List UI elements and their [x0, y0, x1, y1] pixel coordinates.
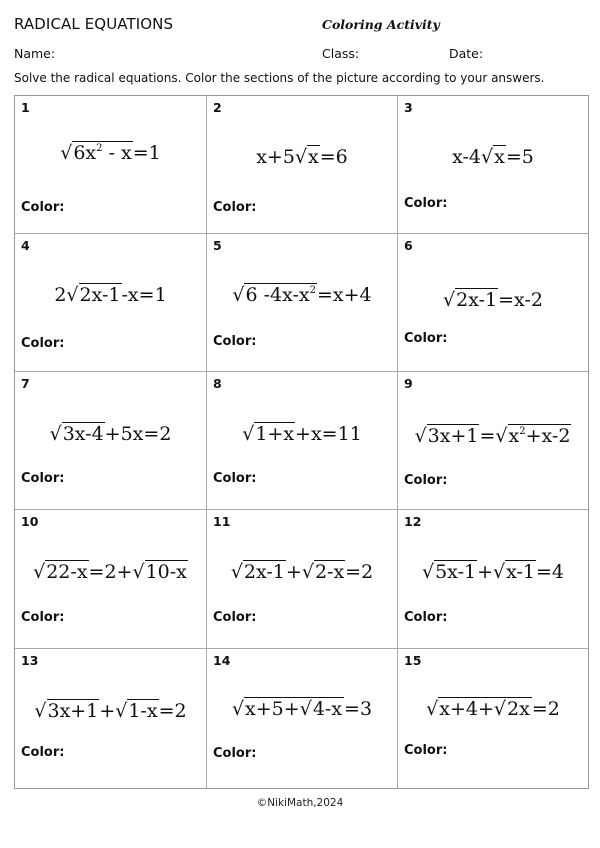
- color-label: Color:: [21, 610, 65, 625]
- equation: √1+x+x=11: [242, 423, 362, 445]
- problem-number: 12: [404, 514, 422, 529]
- problem-number: 7: [21, 376, 30, 391]
- problem-number: 3: [404, 100, 413, 115]
- color-label: Color:: [21, 336, 65, 351]
- color-label: Color:: [21, 745, 65, 760]
- problem-grid: [14, 95, 589, 789]
- color-label: Color:: [21, 200, 65, 215]
- problem-number: 4: [21, 238, 30, 253]
- problem-number: 13: [21, 653, 39, 668]
- problem-number: 1: [21, 100, 30, 115]
- problem-cell-6: [398, 234, 588, 372]
- problem-cell-14: [207, 649, 398, 788]
- copyright-footer: ©NikiMath,2024: [256, 797, 344, 809]
- equation: 2√2x-1-x=1: [54, 284, 167, 306]
- problem-cell-5: [207, 234, 398, 372]
- color-label: Color:: [213, 471, 257, 486]
- problem-number: 5: [213, 238, 222, 253]
- problem-cell-3: [398, 96, 588, 234]
- color-label: Color:: [404, 610, 448, 625]
- problem-cell-8: [207, 372, 398, 510]
- equation: x-4√x=5: [452, 146, 534, 168]
- problem-cell-2: [207, 96, 398, 234]
- activity-subtitle: Coloring Activity: [322, 17, 440, 32]
- equation: √3x+1+√1-x=2: [34, 700, 187, 722]
- equation: √x+5+√4-x =3: [231, 698, 373, 720]
- class-label: Class:: [322, 46, 360, 61]
- problem-number: 10: [21, 514, 39, 529]
- date-label: Date:: [449, 46, 484, 61]
- equation: √22-x=2+√10-x: [33, 561, 187, 583]
- problem-number: 6: [404, 238, 413, 253]
- equation: √5x-1+√x-1=4: [421, 561, 565, 583]
- problem-cell-13: [15, 649, 207, 788]
- name-label: Name:: [14, 46, 56, 61]
- problem-cell-4: [15, 234, 207, 372]
- worksheet-title: RADICAL EQUATIONS: [14, 15, 174, 33]
- problem-number: 9: [404, 376, 413, 391]
- color-label: Color:: [21, 471, 65, 486]
- problem-cell-11: [207, 510, 398, 649]
- problem-cell-9: [398, 372, 588, 510]
- equation: $√6x^2 - x=1$: [60, 142, 161, 164]
- problem-number: 11: [213, 514, 231, 529]
- equation: x+5√x=6: [256, 146, 348, 168]
- equation: √2x-1+√2-x=2: [230, 561, 374, 583]
- instructions: Solve the radical equations. Color the sections of the picture according to your answers.: [14, 71, 545, 85]
- problem-number: 15: [404, 653, 422, 668]
- equation: √3x-4+5x=2: [49, 423, 172, 445]
- color-label: Color:: [213, 200, 257, 215]
- problem-number: 2: [213, 100, 222, 115]
- problem-cell-1: [15, 96, 207, 234]
- color-label: Color:: [213, 334, 257, 349]
- equation: √2x-1=x-2: [443, 289, 543, 311]
- color-label: Color:: [213, 746, 257, 761]
- problem-cell-15: [398, 649, 588, 788]
- color-label: Color:: [213, 610, 257, 625]
- problem-cell-10: [15, 510, 207, 649]
- color-label: Color:: [404, 743, 448, 758]
- equation: √6 $-4x-x^2=x+4$: [232, 284, 372, 306]
- problem-number: 8: [213, 376, 222, 391]
- problem-number: 14: [213, 653, 231, 668]
- color-label: Color:: [404, 473, 448, 488]
- color-label: Color:: [404, 196, 448, 211]
- problem-cell-7: [15, 372, 207, 510]
- color-label: Color:: [404, 331, 448, 346]
- equation: √x+4+√2x =2: [426, 698, 560, 720]
- problem-cell-12: [398, 510, 588, 649]
- equation: $√3x+1=√x^2+x-2$: [414, 425, 571, 447]
